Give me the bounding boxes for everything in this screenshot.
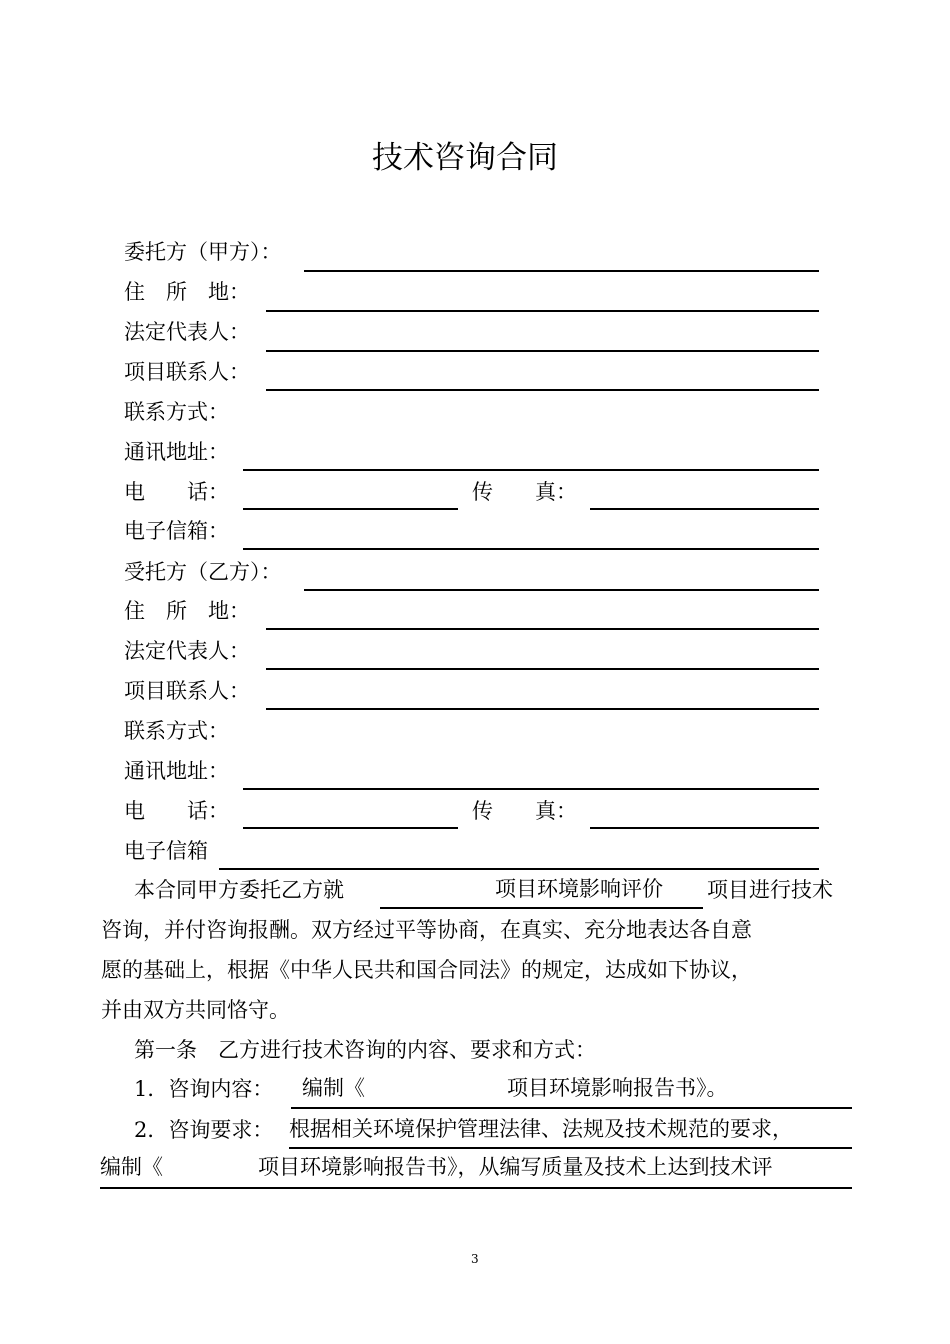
party-a-mail-address-line[interactable] — [243, 469, 819, 471]
party-a-legal-rep-line[interactable] — [266, 350, 819, 352]
party-a-phone-line[interactable] — [243, 508, 458, 510]
party-b-contact-person-line[interactable] — [266, 708, 819, 710]
party-b-email-line[interactable] — [219, 868, 819, 870]
intro-line-2: 咨询，并付咨询报酬。双方经过平等协商，在真实、充分地表达各自意 — [101, 918, 752, 942]
intro-line-4: 并由双方共同恪守。 — [101, 998, 290, 1022]
party-b-fax-label: 传 真： — [472, 799, 577, 823]
article-1-heading: 第一条 乙方进行技术咨询的内容、要求和方式： — [134, 1038, 596, 1062]
party-a-fax-line[interactable] — [590, 508, 819, 510]
intro-project-name: 项目环境影响评价 — [495, 877, 663, 901]
party-a-contact-person-line[interactable] — [266, 389, 819, 391]
party-a-heading: 委托方（甲方）： — [124, 240, 282, 264]
party-a-address-line[interactable] — [266, 310, 819, 312]
party-b-contact-person-label: 项目联系人： — [124, 679, 250, 703]
party-b-heading: 受托方（乙方）： — [124, 560, 282, 584]
party-a-email-line[interactable] — [243, 548, 819, 550]
item-2-line-1: 根据相关环境保护管理法律、法规及技术规范的要求， — [289, 1117, 793, 1141]
item-1-text-a: 编制《 — [302, 1076, 365, 1100]
party-a-fax-label: 传 真： — [472, 480, 577, 504]
party-b-legal-rep-line[interactable] — [266, 668, 819, 670]
item-2-line-2-underline[interactable] — [100, 1187, 852, 1189]
party-b-phone-line[interactable] — [243, 827, 458, 829]
item-2-label: 2．咨询要求： — [134, 1118, 274, 1142]
party-b-address-line[interactable] — [266, 628, 819, 630]
party-b-phone-label: 电 话： — [124, 799, 229, 823]
intro-line-3: 愿的基础上，根据《中华人民共和国合同法》的规定，达成如下协议， — [101, 958, 752, 982]
intro-project-line[interactable] — [380, 907, 703, 909]
party-a-mail-address-label: 通讯地址： — [124, 440, 229, 464]
party-b-address-label: 住 所 地： — [124, 599, 250, 623]
party-a-name-line[interactable] — [304, 270, 819, 272]
party-b-mail-address-line[interactable] — [243, 788, 819, 790]
item-1-line[interactable] — [291, 1107, 852, 1109]
item-1-label: 1．咨询内容： — [134, 1077, 274, 1101]
party-a-contact-person-label: 项目联系人： — [124, 360, 250, 384]
contract-title: 技术咨询合同 — [372, 140, 558, 176]
item-2-line-2-b: 项目环境影响报告书》，从编写质量及技术上达到技术评 — [258, 1155, 773, 1179]
party-a-phone-label: 电 话： — [124, 480, 229, 504]
party-b-legal-rep-label: 法定代表人： — [124, 639, 250, 663]
party-a-contact-method-label: 联系方式： — [124, 400, 229, 424]
intro-prefix: 本合同甲方委托乙方就 — [134, 878, 344, 902]
page-number: 3 — [471, 1252, 479, 1266]
item-2-line-1-underline[interactable] — [289, 1147, 852, 1149]
party-b-name-line[interactable] — [304, 589, 819, 591]
party-a-legal-rep-label: 法定代表人： — [124, 320, 250, 344]
party-b-mail-address-label: 通讯地址： — [124, 759, 229, 783]
party-b-email-label: 电子信箱 — [124, 839, 208, 863]
intro-suffix: 项目进行技术 — [707, 878, 833, 902]
item-2-line-2-a: 编制《 — [100, 1155, 163, 1179]
party-a-email-label: 电子信箱： — [124, 519, 229, 543]
party-a-address-label: 住 所 地： — [124, 280, 250, 304]
item-1-text-b: 项目环境影响报告书》。 — [507, 1076, 728, 1100]
party-b-fax-line[interactable] — [590, 827, 819, 829]
party-b-contact-method-label: 联系方式： — [124, 719, 229, 743]
